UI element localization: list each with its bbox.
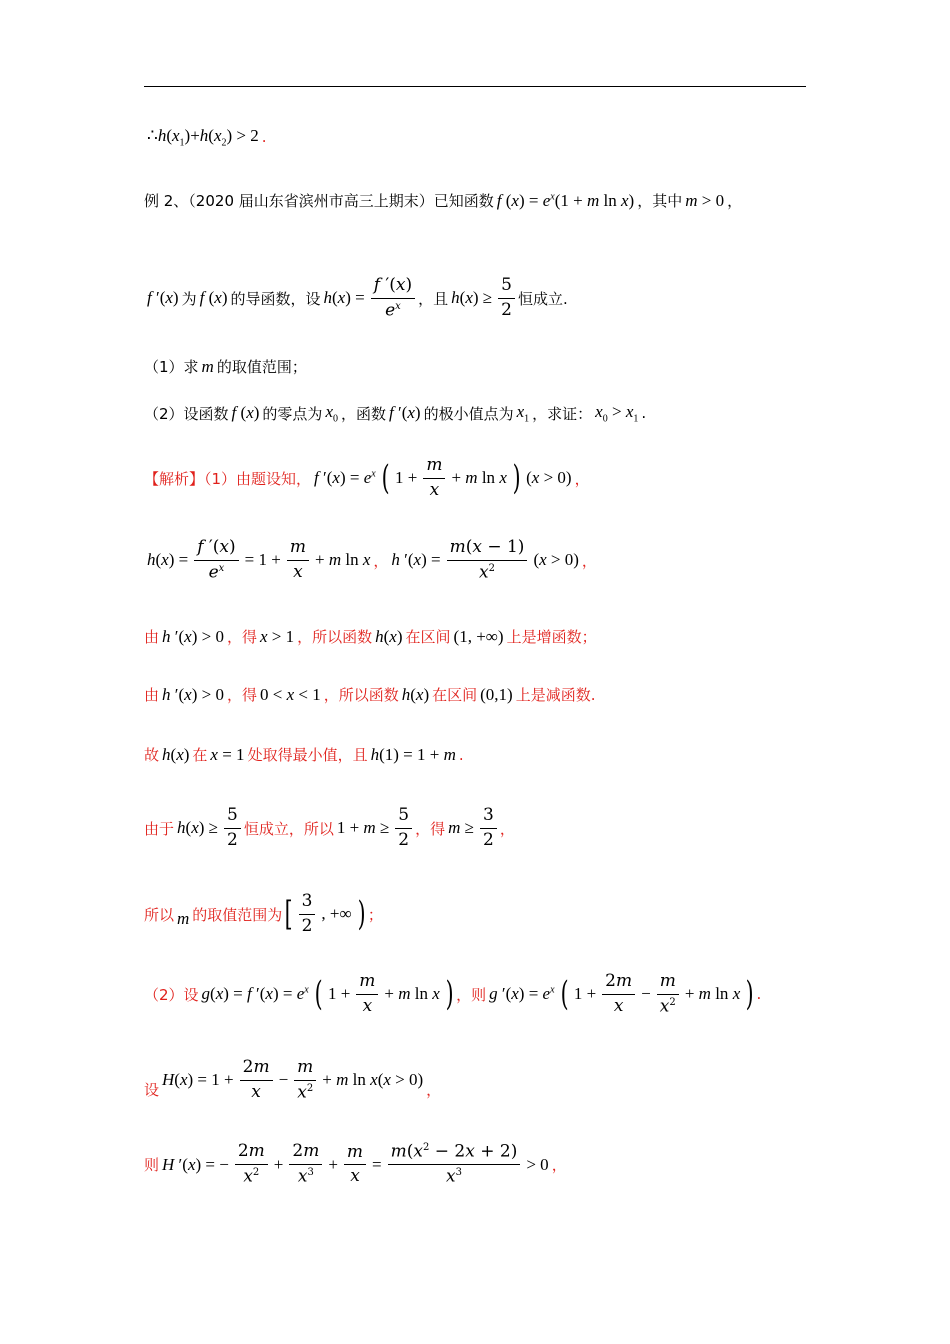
text: ， (373, 551, 389, 570)
text: 的取值范围为 (192, 905, 283, 924)
text: 上是增函数； (506, 628, 597, 646)
fraction: $\frac{3}{2}$ (480, 806, 497, 850)
left-paren: ( (381, 458, 390, 499)
math: (0,1) (480, 684, 513, 704)
text: ，得 (226, 686, 257, 704)
math: + m ln x (314, 550, 371, 570)
fraction: $\frac{3}{2}$ (299, 892, 316, 936)
math: h ′(x) > 0 (162, 684, 224, 704)
math: > 0 (526, 1154, 549, 1174)
text: 则 (144, 1156, 160, 1175)
fraction: $\frac{5}{2}$ (395, 806, 412, 850)
line-H-definition (144, 1058, 441, 1103)
text: 由 (144, 628, 160, 646)
line-H-derivative (144, 1142, 567, 1187)
math: H(x) = 1 + (162, 1070, 234, 1090)
text: 由于 (144, 819, 175, 838)
line-decreasing (144, 684, 595, 705)
text: 恒成立. (517, 289, 568, 308)
math: (x > 0) (526, 468, 572, 488)
text: ，且 (418, 289, 449, 308)
text: ，得 (226, 628, 257, 646)
left-bracket: [ (284, 894, 293, 935)
fraction: $\frac{m(x - 1)}{x^2}$ (447, 538, 528, 583)
math: H ′(x) = − (162, 1154, 229, 1174)
math: h ′(x) = (391, 550, 441, 570)
fraction: $\frac{m}{x}$ (344, 1143, 366, 1187)
text: 所以 (144, 905, 175, 924)
line-part-2 (144, 402, 646, 424)
math: h(x) (162, 744, 190, 764)
right-paren: ) (445, 974, 454, 1015)
line-example-2 (144, 190, 742, 211)
line-minimum (144, 744, 464, 765)
text: 上是减函数. (515, 686, 596, 704)
text: 为 (181, 289, 197, 308)
text: ； (367, 905, 383, 924)
fraction: $\frac{m}{x}$ (287, 538, 309, 582)
text: . (756, 985, 762, 1004)
text: 的导函数，设 (230, 289, 321, 308)
text: ，所以函数 (323, 686, 399, 704)
line-g-definition (144, 972, 761, 1017)
left-paren: ( (560, 974, 569, 1015)
math: f ′(x) (389, 403, 421, 423)
right-paren: ) (357, 894, 366, 935)
math: $x_0$ (325, 402, 338, 425)
math: h(x) ≥ (177, 818, 218, 838)
text: ， (727, 192, 743, 210)
text: ， (551, 1156, 567, 1175)
text: ， (499, 819, 515, 838)
math: x = 1 (210, 744, 245, 764)
fraction: $\frac{m}{x}$ (356, 972, 378, 1016)
text: ，得 (415, 819, 446, 838)
math: (x > 0) (533, 550, 579, 570)
text: 故 (144, 746, 160, 764)
math: f (x) (231, 403, 260, 423)
text: . (261, 128, 267, 147)
text: ， (581, 551, 597, 570)
fraction: $\frac{2m}{x}$ (602, 972, 635, 1016)
text: 处取得最小值，且 (247, 746, 368, 764)
line-definition-h (144, 276, 568, 321)
right-paren: ) (512, 458, 521, 499)
line-increasing (144, 626, 597, 647)
math: m (201, 356, 214, 376)
line-range-m (144, 892, 383, 936)
left-paren: ( (314, 974, 323, 1015)
fraction: $\frac{m}{x^2}$ (657, 972, 679, 1017)
text: 【解析】（1）由题设知， (144, 469, 312, 488)
text: ，所以函数 (297, 628, 373, 646)
math: f $'(x) = e^x$ (314, 468, 376, 488)
line-conclusion (144, 126, 267, 148)
math-conclusion: $\therefore h(x_1)+h(x_2) > 2$ (147, 126, 259, 149)
math: 1 + m ≥ (336, 818, 390, 838)
math: h(x) = (147, 550, 189, 570)
text: ，其中 (637, 192, 683, 210)
fraction: $\frac{m}{x}$ (423, 456, 445, 500)
text: 设 (144, 1080, 160, 1099)
math: m > 0 (685, 190, 725, 210)
math: h(x) = (323, 288, 365, 308)
math: g(x) = f $'(x) = e^x$ (201, 984, 309, 1004)
text: （2）设 (144, 985, 199, 1004)
math: + m ln x (384, 984, 440, 1004)
math: = (372, 1154, 382, 1174)
math: m (177, 909, 190, 929)
text: 恒成立，所以 (243, 819, 334, 838)
fraction: $\frac{2m}{x^3}$ (289, 1142, 322, 1187)
fraction: $\frac{2m}{x}$ (240, 1058, 273, 1102)
math: x > 1 (259, 626, 295, 646)
math: + (328, 1154, 338, 1174)
math: h(1) = 1 + m (370, 744, 456, 764)
math: h(x) (401, 684, 430, 704)
text: 在 (192, 746, 208, 764)
fraction: $\frac{f '(x)}{e^x}$ (194, 538, 238, 583)
fraction: $\frac{m(x^2 - 2x + 2)}{x^3}$ (388, 1142, 521, 1187)
fraction: $\frac{2m}{x^2}$ (235, 1142, 268, 1187)
fraction: $\frac{5}{2}$ (498, 276, 515, 320)
math: 1 + (394, 468, 418, 488)
math: − (641, 984, 651, 1004)
line-part-1 (144, 356, 307, 377)
text: 例 2、（2020 届山东省滨州市高三上期末）已知函数 (144, 192, 494, 210)
math: 0 < x < 1 (259, 684, 321, 704)
text: ，函数 (340, 404, 386, 423)
math: f ′(x) (147, 288, 179, 308)
math: f $(x) = e^x(1 + m$ ln x) (496, 190, 635, 210)
math: h ′(x) > 0 (162, 626, 224, 646)
text: （2）设函数 (144, 404, 229, 423)
math: 1 + (573, 984, 597, 1004)
math: + m ln x (451, 468, 507, 488)
math: , +∞ (321, 904, 352, 924)
text: （1）求 (144, 358, 199, 376)
text: 的零点为 (262, 404, 323, 423)
math: + m ln x(x > 0) (322, 1070, 424, 1090)
text: 由 (144, 686, 160, 704)
header-rule (144, 86, 806, 87)
text: ，则 (456, 985, 487, 1004)
line-inequality-m (144, 806, 515, 850)
text: . (458, 745, 464, 764)
line-h-and-derivative (144, 538, 597, 583)
math: h(x) (375, 626, 403, 646)
text: 的极小值点为 (423, 404, 514, 423)
fraction: $\frac{m}{x^2}$ (294, 1058, 316, 1103)
math: h(x) ≥ (451, 288, 493, 308)
text: . (641, 404, 647, 423)
text: ，求证： (532, 404, 593, 423)
math: f (x) (199, 288, 228, 308)
text: ， (426, 1080, 442, 1099)
math: 1 + (327, 984, 351, 1004)
math: + (273, 1154, 284, 1174)
math: + m ln x (684, 984, 741, 1004)
math: = 1 + (244, 550, 281, 570)
math: − (278, 1070, 289, 1090)
math: m ≥ (448, 818, 475, 838)
math: $x_0 > x_1$ (595, 402, 639, 425)
math: (1, +∞) (453, 626, 504, 646)
math: $x_1$ (516, 402, 530, 425)
fraction: $\frac{5}{2}$ (224, 806, 241, 850)
text: 在区间 (405, 628, 451, 646)
text: ， (574, 469, 590, 488)
line-solution-start (144, 456, 590, 500)
right-paren: ) (745, 974, 754, 1015)
text: 在区间 (432, 686, 478, 704)
fraction: $\frac{f '(x)}{e^x}$ (371, 276, 415, 321)
text: 的取值范围； (216, 358, 307, 376)
math: g $'(x) = e^x$ (489, 984, 555, 1004)
